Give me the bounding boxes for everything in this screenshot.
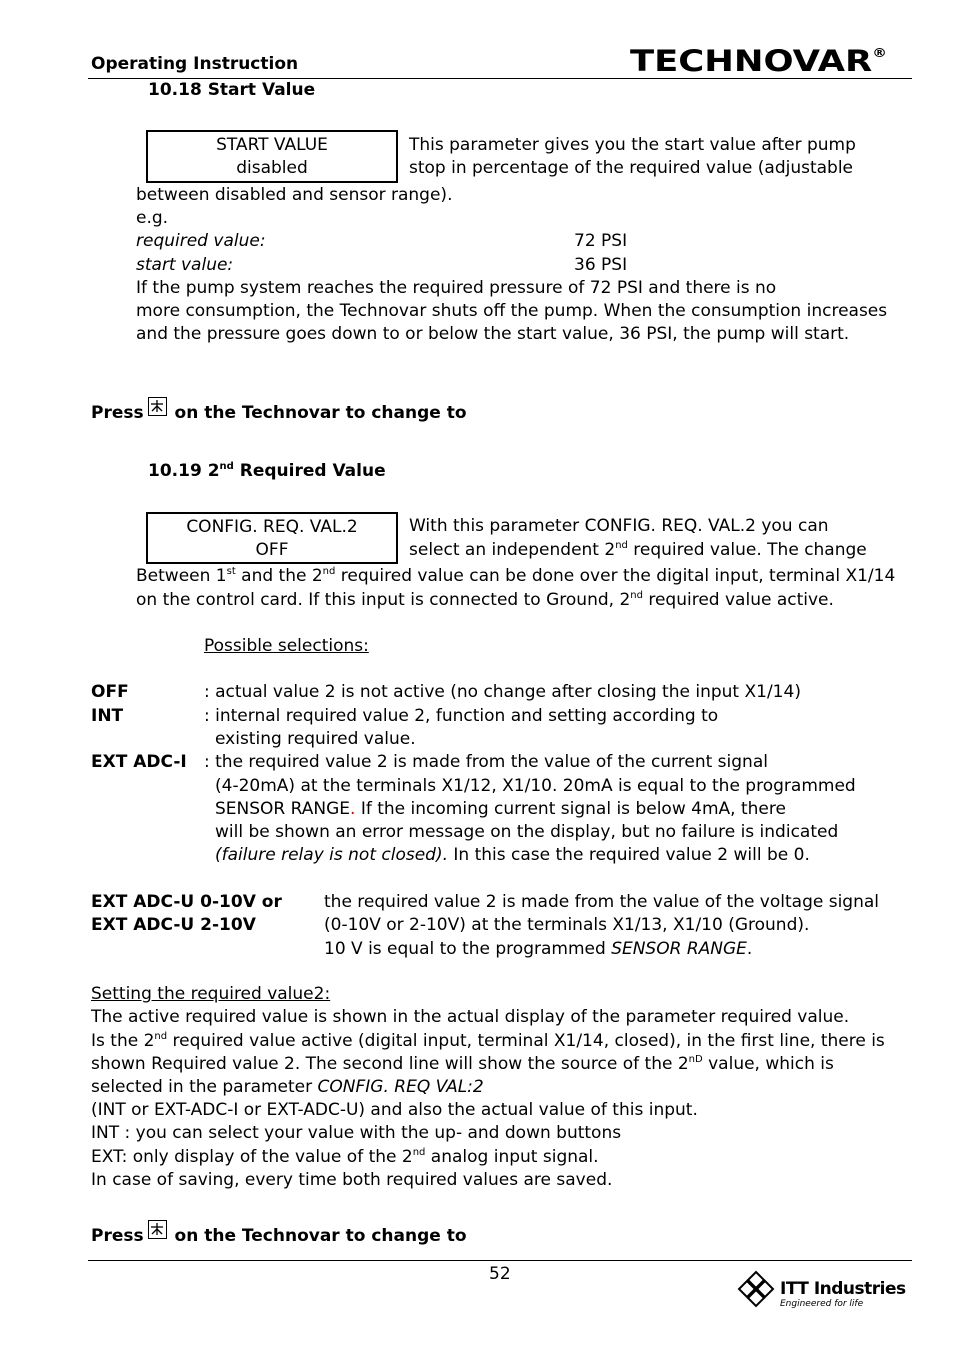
option-text-ext-adc-i: : the required value 2 is made from the value of the current signal <box>204 752 768 772</box>
setting-line: Is the 2nd required value active (digital input, terminal X1/14, closed), in the first line, there is <box>91 1031 885 1051</box>
option-text-int: existing required value. <box>215 729 416 749</box>
option-text-ext-adc-i: (failure relay is not closed). In this case the required value 2 will be 0. <box>215 845 810 865</box>
setting-line: shown Required value 2. The second line will show the source of the 2nD value, which is <box>91 1054 834 1074</box>
option-text-int: : internal required value 2, function and setting according to <box>204 706 719 726</box>
setting-line: selected in the parameter CONFIG. REQ VAL:2 <box>91 1077 484 1097</box>
desc-line: select an independent 2nd required value. The change <box>409 540 867 560</box>
option-label-int: INT <box>91 706 124 726</box>
option-label-ext-adc-u-1: EXT ADC-U 0-10V or <box>91 892 282 912</box>
header-title: Operating Instruction <box>91 54 299 74</box>
display-box-start-value <box>146 130 398 183</box>
option-label-ext-adc-u-2: EXT ADC-U 2-10V <box>91 915 256 935</box>
section-heading-required-value: 10.19 2nd Required Value <box>148 461 386 481</box>
desc-line: on the control card. If this input is connected to Ground, 2nd required value active. <box>136 590 834 610</box>
start-value-label: start value: <box>136 255 234 275</box>
option-text-ext-adc-i: (4-20mA) at the terminals X1/12, X1/10. 20mA is equal to the programmed <box>215 776 856 796</box>
possible-selections-heading: Possible selections: <box>204 636 369 656</box>
desc-line: This parameter gives you the start value after pump <box>409 135 856 155</box>
required-value: 72 PSI <box>574 231 628 251</box>
display-line-2: disabled <box>236 158 308 178</box>
option-text-ext-adc-u: the required value 2 is made from the value of the voltage signal <box>324 892 880 912</box>
header-rule <box>88 78 912 79</box>
paragraph-line: If the pump system reaches the required pressure of 72 PSI and there is no <box>136 278 777 298</box>
setting-line: In case of saving, every time both required values are saved. <box>91 1170 613 1190</box>
star-key-icon <box>148 397 167 416</box>
option-text-ext-adc-u: (0-10V or 2-10V) at the terminals X1/13, X1/10 (Ground). <box>324 915 810 935</box>
option-text-ext-adc-i: SENSOR RANGE. If the incoming current signal is below 4mA, there <box>215 799 786 819</box>
company-tagline: Engineered for life <box>780 1299 864 1309</box>
paragraph-line: and the pressure goes down to or below the start value, 36 PSI, the pump will start. <box>136 324 850 344</box>
option-label-ext-adc-i: EXT ADC-I <box>91 752 187 772</box>
display-box-config-req-val <box>146 512 398 564</box>
press-instruction: Press on the Technovar to change to <box>91 397 467 422</box>
example-label: e.g. <box>136 208 169 228</box>
star-key-icon <box>148 1220 167 1239</box>
desc-line: between disabled and sensor range). <box>136 185 453 205</box>
setting-heading: Setting the required value2: <box>91 984 331 1004</box>
itt-logo-icon <box>736 1269 776 1309</box>
setting-line: EXT: only display of the value of the 2nd analog input signal. <box>91 1147 599 1167</box>
display-line-1: START VALUE <box>216 135 328 155</box>
display-line-1: CONFIG. REQ. VAL.2 <box>186 517 358 537</box>
company-name: ITT Industries <box>780 1279 906 1299</box>
setting-line: INT : you can select your value with the up- and down buttons <box>91 1123 622 1143</box>
desc-line: With this parameter CONFIG. REQ. VAL.2 you can <box>409 516 829 536</box>
press-instruction: Press on the Technovar to change to <box>91 1220 467 1245</box>
paragraph-line: more consumption, the Technovar shuts off the pump. When the consumption increases <box>136 301 888 321</box>
option-text-ext-adc-i: will be shown an error message on the display, but no failure is indicated <box>215 822 839 842</box>
setting-line: The active required value is shown in the actual display of the parameter required value. <box>91 1007 850 1027</box>
brand-logo: TECHNOVAR® <box>630 44 887 78</box>
footer-rule <box>88 1260 912 1261</box>
setting-line: (INT or EXT-ADC-I or EXT-ADC-U) and also the actual value of this input. <box>91 1100 698 1120</box>
option-label-off: OFF <box>91 682 129 702</box>
display-line-2: OFF <box>255 540 289 560</box>
option-text-ext-adc-u: 10 V is equal to the programmed SENSOR RANGE. <box>324 939 753 959</box>
section-heading-start-value: 10.18 Start Value <box>148 80 316 100</box>
option-text-off: : actual value 2 is not active (no change after closing the input X1/14) <box>204 682 801 702</box>
required-value-label: required value: <box>136 231 266 251</box>
desc-line: Between 1st and the 2nd required value can be done over the digital input, terminal X1/14 <box>136 566 896 586</box>
start-value: 36 PSI <box>574 255 628 275</box>
page-number: 52 <box>489 1264 511 1284</box>
desc-line: stop in percentage of the required value (adjustable <box>409 158 854 178</box>
